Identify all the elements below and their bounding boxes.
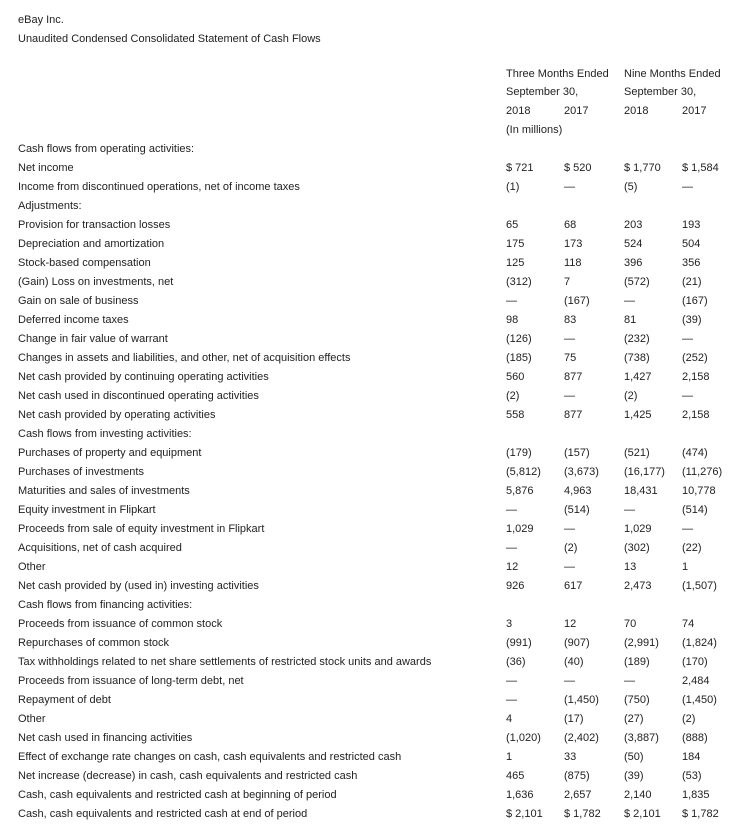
row-label: Tax withholdings related to net share settlements of restricted stock units and awards: [18, 656, 432, 668]
value-q3-2018: 125: [506, 257, 525, 269]
year-header-2017-ytd: 2017: [682, 105, 707, 117]
value-q3-2017: (2): [564, 542, 578, 554]
row-label: Income from discontinued operations, net of income taxes: [18, 181, 300, 193]
table-row: [0, 466, 740, 485]
value-ytd-2018: 2,140: [624, 789, 652, 801]
value-ytd-2018: (750): [624, 694, 650, 706]
value-ytd-2017: 356: [682, 257, 701, 269]
row-label: Other: [18, 561, 46, 573]
value-q3-2017: —: [564, 181, 575, 193]
value-ytd-2017: (11,276): [682, 466, 723, 478]
value-ytd-2018: (2,991): [624, 637, 659, 649]
row-label: Repurchases of common stock: [18, 637, 170, 649]
row-label: Acquisitions, net of cash acquired: [18, 542, 182, 554]
row-label: Stock-based compensation: [18, 257, 151, 269]
value-ytd-2017: 2,158: [682, 371, 710, 383]
value-ytd-2017: 184: [682, 751, 701, 763]
value-q3-2018: 465: [506, 770, 525, 782]
value-ytd-2018: 13: [624, 561, 637, 573]
table-row: [0, 200, 740, 219]
year-header-2018-q: 2018: [506, 105, 531, 117]
value-q3-2018: 3: [506, 618, 513, 630]
table-row: [0, 713, 740, 732]
row-label: Proceeds from issuance of long-term debt, net: [18, 675, 244, 687]
value-ytd-2018: 396: [624, 257, 643, 269]
table-row: [0, 295, 740, 314]
value-ytd-2018: (738): [624, 352, 650, 364]
row-label: Depreciation and amortization: [18, 238, 165, 250]
value-ytd-2017: (1,507): [682, 580, 717, 592]
value-q3-2018: (991): [506, 637, 532, 649]
value-q3-2018: 558: [506, 409, 525, 421]
table-row: [0, 808, 740, 827]
table-row: [0, 599, 740, 618]
row-label: Other: [18, 713, 46, 725]
table-row: [0, 675, 740, 694]
value-ytd-2017: (252): [682, 352, 708, 364]
table-row: [0, 352, 740, 371]
value-q3-2018: 1,029: [506, 523, 534, 535]
value-ytd-2017: —: [682, 523, 693, 535]
value-q3-2017: 877: [564, 371, 583, 383]
value-ytd-2017: (39): [682, 314, 702, 326]
table-row: [0, 485, 740, 504]
value-ytd-2018: 1,029: [624, 523, 652, 535]
value-q3-2018: 175: [506, 238, 525, 250]
table-row: [0, 504, 740, 523]
value-q3-2017: 33: [564, 751, 577, 763]
company-name: eBay Inc.: [18, 14, 64, 26]
value-q3-2017: $ 1,782: [564, 808, 601, 820]
value-q3-2017: (2,402): [564, 732, 599, 744]
row-label: Cash, cash equivalents and restricted cash at beginning of period: [18, 789, 337, 801]
value-q3-2018: 12: [506, 561, 519, 573]
value-ytd-2018: —: [624, 675, 635, 687]
table-row: [0, 561, 740, 580]
value-q3-2017: —: [564, 561, 575, 573]
row-label: Net cash provided by operating activities: [18, 409, 216, 421]
row-label: (Gain) Loss on investments, net: [18, 276, 174, 288]
value-q3-2018: —: [506, 694, 517, 706]
nine-months-header: Nine Months Ended: [624, 68, 721, 80]
value-q3-2017: —: [564, 390, 575, 402]
row-label: Equity investment in Flipkart: [18, 504, 156, 516]
value-ytd-2017: 504: [682, 238, 701, 250]
table-row: [0, 770, 740, 789]
value-ytd-2018: —: [624, 295, 635, 307]
value-ytd-2018: 18,431: [624, 485, 658, 497]
value-ytd-2017: (167): [682, 295, 708, 307]
value-q3-2017: (40): [564, 656, 584, 668]
year-header-2017-q: 2017: [564, 105, 589, 117]
table-row: [0, 219, 740, 238]
table-row: [0, 618, 740, 637]
table-row: [0, 409, 740, 428]
value-q3-2018: 98: [506, 314, 519, 326]
value-q3-2018: (1): [506, 181, 520, 193]
value-ytd-2017: 1,835: [682, 789, 710, 801]
value-ytd-2017: (1,450): [682, 694, 717, 706]
period-end-header-2: September 30,: [624, 86, 697, 98]
value-ytd-2018: (39): [624, 770, 644, 782]
value-q3-2018: (185): [506, 352, 532, 364]
row-label: Net cash used in discontinued operating activities: [18, 390, 259, 402]
value-ytd-2017: —: [682, 390, 693, 402]
value-ytd-2018: —: [624, 504, 635, 516]
value-q3-2017: 7: [564, 276, 571, 288]
value-ytd-2017: (170): [682, 656, 708, 668]
row-label: Deferred income taxes: [18, 314, 129, 326]
value-q3-2018: $ 721: [506, 162, 534, 174]
row-label: Purchases of property and equipment: [18, 447, 202, 459]
value-q3-2017: (907): [564, 637, 590, 649]
row-label: Effect of exchange rate changes on cash, cash equivalents and restricted cash: [18, 751, 402, 763]
table-row: [0, 314, 740, 333]
value-q3-2018: (126): [506, 333, 532, 345]
value-ytd-2017: (1,824): [682, 637, 717, 649]
value-ytd-2018: (232): [624, 333, 650, 345]
value-ytd-2018: (521): [624, 447, 650, 459]
table-row: [0, 637, 740, 656]
value-q3-2017: 617: [564, 580, 583, 592]
row-label: Proceeds from sale of equity investment in Flipkart: [18, 523, 265, 535]
value-ytd-2017: (53): [682, 770, 702, 782]
value-q3-2017: (514): [564, 504, 590, 516]
table-row: [0, 276, 740, 295]
three-months-header: Three Months Ended: [506, 68, 609, 80]
value-ytd-2017: —: [682, 181, 693, 193]
value-ytd-2018: (16,177): [624, 466, 665, 478]
table-row: [0, 390, 740, 409]
value-q3-2018: —: [506, 675, 517, 687]
value-q3-2018: —: [506, 295, 517, 307]
value-q3-2017: 75: [564, 352, 577, 364]
value-ytd-2018: 70: [624, 618, 637, 630]
table-row: [0, 428, 740, 447]
value-ytd-2018: (189): [624, 656, 650, 668]
row-label: Changes in assets and liabilities, and other, net of acquisition effects: [18, 352, 351, 364]
value-ytd-2017: 10,778: [682, 485, 716, 497]
value-q3-2017: 4,963: [564, 485, 592, 497]
table-row: [0, 162, 740, 181]
value-q3-2017: (167): [564, 295, 590, 307]
value-ytd-2018: 203: [624, 219, 643, 231]
row-label: Maturities and sales of investments: [18, 485, 190, 497]
value-ytd-2018: (50): [624, 751, 644, 763]
value-q3-2017: 83: [564, 314, 577, 326]
statement-title: Unaudited Condensed Consolidated Statement of Cash Flows: [18, 33, 321, 45]
value-ytd-2018: $ 2,101: [624, 808, 661, 820]
row-label: Cash flows from operating activities:: [18, 143, 195, 155]
value-q3-2017: (17): [564, 713, 584, 725]
value-q3-2018: 5,876: [506, 485, 534, 497]
value-ytd-2018: 81: [624, 314, 637, 326]
table-row: [0, 523, 740, 542]
row-label: Adjustments:: [18, 200, 82, 212]
value-q3-2018: $ 2,101: [506, 808, 543, 820]
value-q3-2017: —: [564, 333, 575, 345]
table-row: [0, 656, 740, 675]
value-ytd-2018: 1,427: [624, 371, 652, 383]
table-row: [0, 447, 740, 466]
value-q3-2017: —: [564, 675, 575, 687]
units-note: (In millions): [506, 124, 563, 136]
table-row: [0, 181, 740, 200]
value-q3-2017: $ 520: [564, 162, 592, 174]
value-ytd-2018: (27): [624, 713, 644, 725]
value-q3-2018: 65: [506, 219, 519, 231]
row-label: Net income: [18, 162, 74, 174]
value-q3-2018: 926: [506, 580, 525, 592]
value-q3-2017: 877: [564, 409, 583, 421]
row-label: Proceeds from issuance of common stock: [18, 618, 223, 630]
value-q3-2018: (312): [506, 276, 532, 288]
table-row: [0, 542, 740, 561]
value-q3-2018: (36): [506, 656, 526, 668]
value-ytd-2017: $ 1,782: [682, 808, 719, 820]
row-label: Change in fair value of warrant: [18, 333, 168, 345]
row-label: Cash, cash equivalents and restricted cash at end of period: [18, 808, 308, 820]
value-q3-2017: 173: [564, 238, 583, 250]
table-row: [0, 580, 740, 599]
row-label: Provision for transaction losses: [18, 219, 171, 231]
value-ytd-2017: 193: [682, 219, 701, 231]
value-q3-2017: (1,450): [564, 694, 599, 706]
value-ytd-2017: $ 1,584: [682, 162, 719, 174]
value-q3-2018: 4: [506, 713, 513, 725]
value-q3-2018: 1: [506, 751, 513, 763]
value-q3-2018: (2): [506, 390, 520, 402]
value-ytd-2018: (3,887): [624, 732, 659, 744]
value-ytd-2018: (2): [624, 390, 638, 402]
value-ytd-2017: (514): [682, 504, 708, 516]
value-ytd-2017: 2,484: [682, 675, 710, 687]
value-q3-2018: (179): [506, 447, 532, 459]
value-q3-2017: 118: [564, 257, 582, 269]
value-q3-2017: 12: [564, 618, 577, 630]
value-q3-2017: (157): [564, 447, 590, 459]
row-label: Gain on sale of business: [18, 295, 139, 307]
table-row: [0, 694, 740, 713]
table-row: [0, 143, 740, 162]
row-label: Net cash provided by (used in) investing activities: [18, 580, 259, 592]
table-row: [0, 789, 740, 808]
year-header-2018-ytd: 2018: [624, 105, 649, 117]
value-ytd-2017: (888): [682, 732, 708, 744]
value-ytd-2017: (2): [682, 713, 696, 725]
value-q3-2018: —: [506, 504, 517, 516]
table-row: [0, 371, 740, 390]
value-ytd-2017: (474): [682, 447, 708, 459]
value-ytd-2017: —: [682, 333, 693, 345]
row-label: Purchases of investments: [18, 466, 144, 478]
row-label: Repayment of debt: [18, 694, 111, 706]
value-q3-2018: (5,812): [506, 466, 541, 478]
value-q3-2017: —: [564, 523, 575, 535]
value-ytd-2017: (22): [682, 542, 702, 554]
table-row: [0, 257, 740, 276]
value-q3-2017: 2,657: [564, 789, 592, 801]
value-ytd-2018: 2,473: [624, 580, 652, 592]
row-label: Cash flows from financing activities:: [18, 599, 193, 611]
table-row: [0, 333, 740, 352]
value-ytd-2018: (5): [624, 181, 638, 193]
table-row: [0, 238, 740, 257]
value-ytd-2017: 74: [682, 618, 695, 630]
table-row: [0, 751, 740, 770]
value-ytd-2017: (21): [682, 276, 702, 288]
row-label: Net cash used in financing activities: [18, 732, 193, 744]
table-row: [0, 732, 740, 751]
value-q3-2017: (3,673): [564, 466, 599, 478]
value-q3-2018: 1,636: [506, 789, 534, 801]
value-q3-2017: 68: [564, 219, 577, 231]
row-label: Cash flows from investing activities:: [18, 428, 192, 440]
value-ytd-2017: 2,158: [682, 409, 710, 421]
period-end-header-1: September 30,: [506, 86, 579, 98]
value-ytd-2017: 1: [682, 561, 689, 573]
value-ytd-2018: 1,425: [624, 409, 652, 421]
value-q3-2018: (1,020): [506, 732, 541, 744]
value-q3-2018: 560: [506, 371, 525, 383]
value-ytd-2018: $ 1,770: [624, 162, 661, 174]
value-ytd-2018: 524: [624, 238, 643, 250]
value-ytd-2018: (302): [624, 542, 650, 554]
value-q3-2018: —: [506, 542, 517, 554]
value-ytd-2018: (572): [624, 276, 650, 288]
value-q3-2017: (875): [564, 770, 590, 782]
row-label: Net increase (decrease) in cash, cash equivalents and restricted cash: [18, 770, 358, 782]
row-label: Net cash provided by continuing operating activities: [18, 371, 269, 383]
